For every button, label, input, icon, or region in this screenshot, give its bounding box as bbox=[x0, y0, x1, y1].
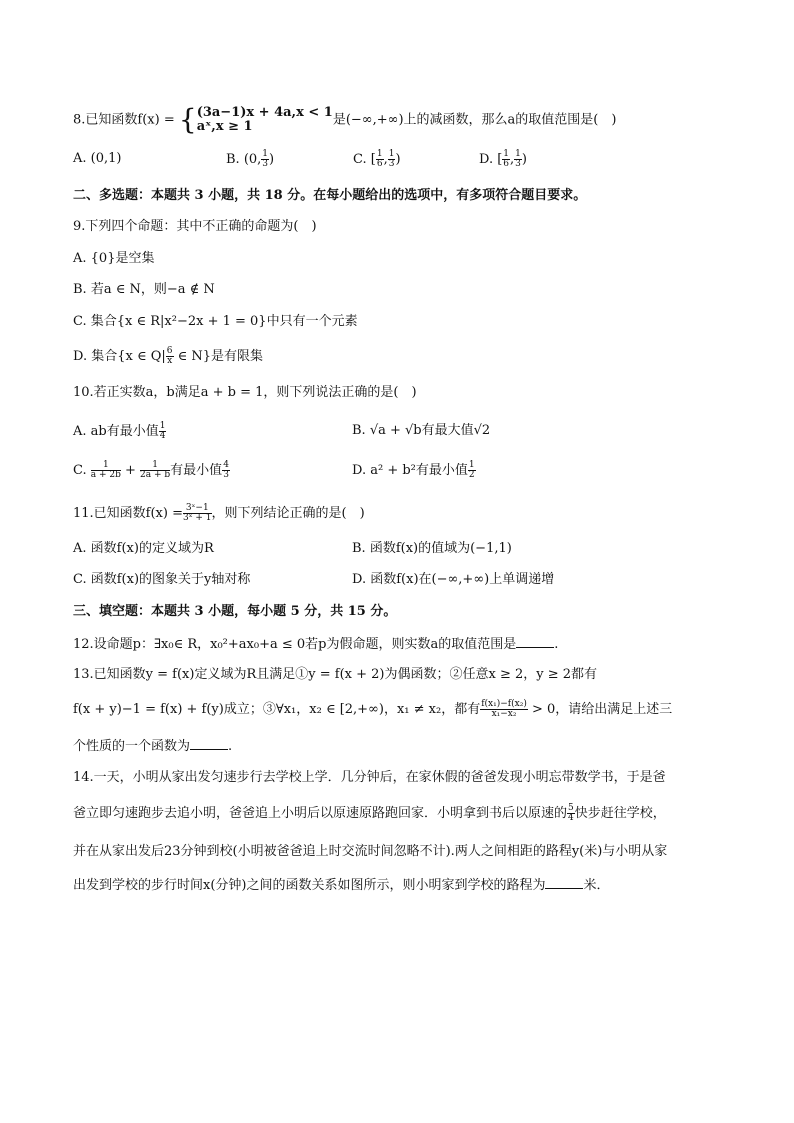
q8-option-c: C. [ $\frac{1}{6}$ , $\frac{1}{3}$ ) bbox=[353, 149, 401, 169]
q10-option-a: A. ab有最小值 $\frac{1}{4}$ bbox=[73, 421, 166, 441]
question-10-stem: 10.若正实数a，b满足a + b = 1，则下列说法正确的是( ) bbox=[73, 385, 417, 400]
q9-option-c: C. 集合{x ∈ R|x²−2x + 1 = 0}中只有一个元素 bbox=[73, 314, 358, 329]
q11-option-a: A. 函数f(x)的定义域为R bbox=[73, 541, 214, 556]
q10-option-c: C. $\frac{1}{a + 2b}$ + $\frac{1}{2a + b}$ 有最小值 $\frac{4}{3}$ bbox=[73, 460, 229, 480]
q9-option-b: B. 若a ∈ N，则−a ∉ N bbox=[73, 282, 215, 297]
q10-c-frac1: $\frac{1}{a + 2b}$ bbox=[90, 460, 121, 480]
q8-case2: aˣ,x ≥ 1 bbox=[196, 119, 253, 134]
q11-option-b: B. 函数f(x)的值域为(−1,1) bbox=[352, 541, 512, 556]
question-13-line1: 13.已知函数y = f(x)定义域为R且满足①y = f(x + 2)为偶函数；②任意x ≥ 2，y ≥ 2都有 bbox=[73, 667, 598, 682]
circle-3: ③ bbox=[262, 702, 276, 717]
q14-frac: $\frac{5}{4}$ bbox=[568, 803, 574, 823]
q8-option-d-frac2: $\frac{1}{3}$ bbox=[515, 149, 521, 169]
question-9-stem: 9.下列四个命题：其中不正确的命题为( ) bbox=[73, 219, 317, 234]
q8-brace: { bbox=[178, 103, 197, 136]
question-13-line2: f(x + y)−1 = f(x) + f(y)成立；③∀x₁，x₂ ∈ [2,+∞)，x₁ ≠ x₂，都有 $\frac{\text{f(x₁)−f(x₂)}}{\text{x₁−x₂}}$ > 0，请给出满足上述三 bbox=[73, 699, 673, 719]
q8-case1: (3a−1)x + 4a,x < 1 bbox=[196, 105, 333, 120]
q11-frac: $\frac{\text{3ˣ−1}}{\text{3ˣ + 1}}$ bbox=[183, 503, 212, 523]
q9-d-frac: $\frac{6}{x}$ bbox=[166, 346, 173, 366]
q10-c-frac2: $\frac{1}{2a + b}$ bbox=[140, 460, 171, 480]
q13-frac: $\frac{\text{f(x₁)−f(x₂)}}{\text{x₁−x₂}}$ bbox=[481, 699, 527, 719]
question-14-line4: 出发到学校的步行时间x(分钟)之间的函数关系如图所示，则小明家到学校的路程为 米． bbox=[73, 878, 610, 893]
question-8-stem bbox=[73, 103, 617, 136]
q9-option-a: A. {0}是空集 bbox=[73, 251, 155, 266]
q10-option-d: D. a² + b²有最小值 $\frac{1}{2}$ bbox=[352, 460, 475, 480]
question-14-line3: 并在从家出发后23分钟到校(小明被爸爸追上时交流时间忽略不计).两人之间相距的路程y(米)与小明从家 bbox=[73, 844, 668, 859]
q8-option-a bbox=[73, 150, 121, 168]
question-13-line3: 个性质的一个函数为 . bbox=[73, 739, 233, 754]
question-12-stem: 12.设命题p：∃x₀∈ R，x₀²+ax₀+a ≤ 0若p为假命题，则实数a的取值范围是 . bbox=[73, 637, 559, 652]
q8-option-b: B. (0, $\frac{1}{3}$ ) bbox=[226, 149, 275, 169]
q8-suffix: 是(−∞,+∞)上的减函数，那么a的取值范围是( ) bbox=[332, 112, 617, 128]
q8-option-b-text: B. (0, bbox=[226, 152, 262, 167]
section-2-heading: 二、多选题：本题共 3 小题，共 18 分。在每小题给出的选项中，有多项符合题目要求。 bbox=[73, 188, 587, 203]
q8-option-c-text: C. [ bbox=[353, 152, 376, 167]
q8-cases bbox=[197, 106, 333, 134]
q10-a-frac: $\frac{1}{4}$ bbox=[159, 421, 166, 441]
question-11-stem: 11.已知函数f(x) = $\frac{\text{3ˣ−1}}{\text{3ˣ + 1}}$ ，则下列结论正确的是( ) bbox=[73, 503, 365, 523]
section-3-heading: 三、填空题：本题共 3 小题，每小题 5 分，共 15 分。 bbox=[73, 604, 397, 619]
question-14-line2: 爸立即匀速跑步去追小明，爸爸追上小明后以原速原路跑回家．小明拿到书后以原速的 $\frac{5}{4}$ 快步赶往学校， bbox=[73, 803, 666, 823]
q12-answer-blank[interactable] bbox=[516, 635, 554, 648]
q8-option-d-frac1: $\frac{1}{6}$ bbox=[503, 149, 510, 169]
q10-c-frac3: $\frac{4}{3}$ bbox=[223, 460, 229, 480]
q14-answer-blank[interactable] bbox=[545, 876, 583, 889]
q9-option-d: D. 集合{x ∈ Q| $\frac{6}{x}$ ∈ N}是有限集 bbox=[73, 346, 264, 366]
q8-prefix: 8.已知函数f(x) = bbox=[73, 112, 175, 128]
q8-option-d-text: D. [ bbox=[479, 152, 503, 167]
q8-option-c-frac1: $\frac{1}{6}$ bbox=[376, 149, 383, 169]
q13-answer-blank[interactable] bbox=[190, 737, 228, 750]
q11-option-c: C. 函数f(x)的图象关于y轴对称 bbox=[73, 572, 251, 587]
q8-option-c-frac2: $\frac{1}{3}$ bbox=[388, 149, 395, 169]
q10-d-frac: $\frac{1}{2}$ bbox=[468, 460, 475, 480]
q10-option-b: B. √a + √b有最大值√2 bbox=[352, 423, 491, 438]
q8-option-d: D. [ $\frac{1}{6}$ , $\frac{1}{3}$ ) bbox=[479, 149, 527, 169]
circle-2: ② bbox=[449, 667, 463, 682]
q8-option-b-frac: $\frac{1}{3}$ bbox=[262, 149, 269, 169]
q11-option-d: D. 函数f(x)在(−∞,+∞)上单调递增 bbox=[352, 572, 555, 587]
circle-1: ① bbox=[295, 667, 309, 682]
question-14-line1: 14.一天，小明从家出发匀速步行去学校上学．几分钟后，在家休假的爸爸发现小明忘带数学书，于是爸 bbox=[73, 770, 666, 785]
q8-option-a-text: A. (0,1) bbox=[73, 151, 122, 166]
